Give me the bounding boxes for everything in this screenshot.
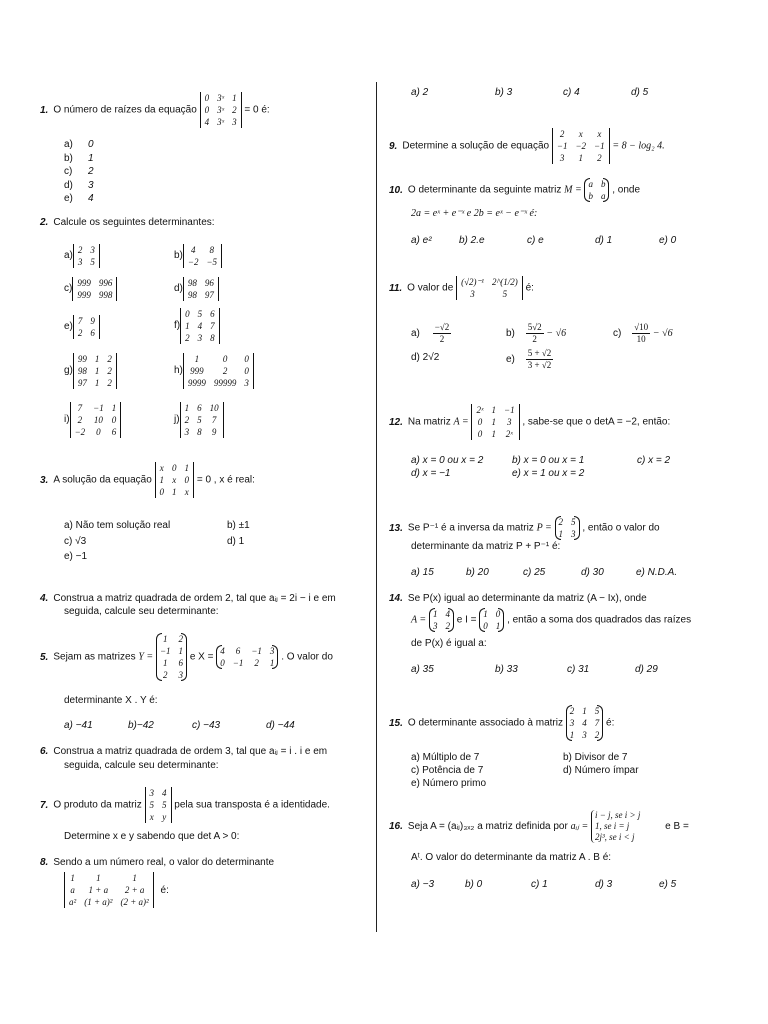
matrix-cell: 2ˣ bbox=[476, 405, 484, 415]
option: e) 5 bbox=[659, 879, 677, 890]
option: d) 3 bbox=[595, 879, 613, 890]
matrix-cell: 1 bbox=[163, 634, 168, 644]
matrix-cell: 2 bbox=[445, 621, 450, 631]
q3-option-c: c) √3 bbox=[64, 536, 87, 547]
q2-item bbox=[64, 315, 100, 339]
question-10: 10. O determinante da seguinte matriz M = a b b a , onde bbox=[389, 179, 641, 201]
q1-option: d) 3 bbox=[64, 179, 94, 191]
q7-line2: Determine x e y sabendo que det A > 0: bbox=[64, 831, 240, 842]
q15-option-e: e) Número primo bbox=[411, 778, 487, 789]
option: a) −41 bbox=[64, 720, 93, 731]
question-4: 4. Construa a matriz quadrada de ordem 2, tal que aᵢⱼ = 2i − i e em bbox=[40, 593, 336, 604]
q2-item-label: e) bbox=[64, 321, 73, 332]
option: c) 31 bbox=[567, 664, 590, 675]
matrix-cell: 1 bbox=[94, 378, 100, 388]
matrix-cell: 5 bbox=[162, 800, 167, 810]
matrix-cell: 1 bbox=[159, 475, 165, 485]
question-2: 2. Calcule os seguintes determinantes: bbox=[40, 217, 215, 228]
option: b) 33 bbox=[495, 664, 518, 675]
q15-option-d: d) Número ímpar bbox=[563, 765, 639, 776]
q11-option-e: e) $\frac{5 + √2}{3 + √2}$ bbox=[506, 348, 552, 370]
matrix-cell: 1 bbox=[132, 873, 137, 883]
matrix-cell: 4 bbox=[582, 718, 587, 728]
q2-item bbox=[174, 402, 224, 438]
question-13: 13. Se P⁻¹ é a inversa da matriz P = 2 5 1 3 , então o valor do bbox=[389, 517, 660, 539]
matrix-cell: 0 bbox=[185, 309, 190, 319]
question-5: 5. Sejam as matrizes Y = 1 2 −1 1 1 6 2 3 e X = 4 6 −1 3 0 −1 2 1 . O valor do bbox=[40, 634, 333, 680]
matrix-cell: 1 bbox=[70, 873, 75, 883]
matrix-cell: a² bbox=[69, 897, 77, 907]
q2-item-label: c) bbox=[64, 283, 73, 294]
q1-option: b) 1 bbox=[64, 152, 94, 164]
question-9: 9. Determine a solução de equação 2 x x −1 −2 −1 3 1 2 = 8 − log₂ 4. bbox=[389, 129, 665, 163]
question-8: 8. Sendo a um número real, o valor do determinante bbox=[40, 857, 275, 868]
matrix-cell: 3ˣ bbox=[217, 105, 225, 115]
matrix-cell: −1 bbox=[232, 658, 244, 668]
matrix-cell: 4 bbox=[197, 321, 203, 331]
q16-cases: i − j, se i > j 1, se i = j 2j³, se i < j bbox=[591, 810, 640, 843]
matrix-cell: 9999 bbox=[187, 378, 206, 388]
matrix-cell: 1 + a bbox=[88, 885, 109, 895]
matrix-cell: 1 bbox=[194, 354, 200, 364]
matrix-cell: 0 bbox=[172, 463, 177, 473]
matrix-cell: 2 bbox=[107, 366, 112, 376]
matrix-cell: 5 bbox=[571, 517, 576, 527]
q14-line3: de P(x) é igual a: bbox=[411, 638, 487, 649]
q13-matrix bbox=[555, 516, 580, 540]
q14-options bbox=[411, 664, 675, 676]
q2-item-label: h) bbox=[174, 365, 183, 376]
question-16: 16. Seja A = (aᵢⱼ)₃ₓ₂ a matriz definida por aᵢⱼ = i − j, se i > j 1, se i = j 2j³, se i < j e B = bbox=[389, 810, 689, 842]
matrix-cell: 6 bbox=[178, 658, 184, 668]
question-14: 14. Se P(x) igual ao determinante da matriz (A − Ix), onde bbox=[389, 593, 647, 604]
matrix-cell: 1 bbox=[578, 153, 583, 163]
matrix-cell: 998 bbox=[98, 290, 113, 300]
matrix-cell: −1 bbox=[251, 646, 262, 656]
matrix-cell: 2 bbox=[558, 517, 564, 527]
matrix-cell: 2 bbox=[107, 354, 112, 364]
q2-item-matrix bbox=[73, 244, 100, 268]
matrix-cell: 0 bbox=[220, 658, 225, 668]
matrix-cell: 0 bbox=[111, 415, 117, 425]
matrix-cell: 3 bbox=[559, 153, 565, 163]
matrix-cell: −2 bbox=[575, 141, 587, 151]
matrix-cell: 0 bbox=[244, 366, 249, 376]
q1-option: a) 0 bbox=[64, 139, 94, 150]
q3-option-b: b) ±1 bbox=[227, 520, 250, 531]
matrix-cell: 1 bbox=[94, 354, 100, 364]
matrix-cell: 3 bbox=[197, 333, 203, 343]
matrix-cell: 6 bbox=[210, 309, 215, 319]
q12-option-b: b) x = 0 ou x = 1 bbox=[512, 455, 585, 466]
matrix-cell: 1 bbox=[232, 93, 237, 103]
matrix-cell: −1 bbox=[594, 141, 605, 151]
matrix-cell: −1 bbox=[159, 646, 171, 656]
q4-line2: seguida, calcule seu determinante: bbox=[64, 606, 219, 617]
matrix-cell: 2 bbox=[107, 378, 112, 388]
q5-options bbox=[64, 720, 326, 732]
q7-matrix bbox=[145, 787, 172, 823]
matrix-cell: 2 bbox=[254, 658, 259, 668]
q2-item-matrix bbox=[183, 277, 219, 301]
matrix-cell: 5 bbox=[197, 415, 202, 425]
matrix-cell: 2 bbox=[559, 129, 565, 139]
q3-option-d: d) 1 bbox=[227, 536, 245, 547]
q2-item-label: j) bbox=[174, 414, 180, 425]
matrix-cell: 2 bbox=[222, 366, 228, 376]
q11-option-c: c) $\frac{√10}{10}$ − √6 bbox=[613, 322, 673, 344]
matrix-cell: 2 bbox=[594, 730, 600, 740]
matrix-cell: 3 bbox=[149, 788, 154, 798]
matrix-cell: 3ˣ bbox=[217, 117, 225, 127]
matrix-cell: −1 bbox=[556, 141, 568, 151]
q11-option-b: b) $\frac{5√2}{2}$ − √6 bbox=[506, 322, 567, 344]
option: c) 4 bbox=[563, 87, 580, 98]
matrix-cell: 3 bbox=[582, 730, 587, 740]
question-6: 6. Construa a matriz quadrada de ordem 3, tal que aᵢⱼ = i . i e em bbox=[40, 746, 328, 757]
matrix-cell: 2 bbox=[77, 245, 83, 255]
matrix-cell: 8 bbox=[209, 245, 215, 255]
q2-item bbox=[174, 308, 220, 344]
matrix-cell: 98 bbox=[187, 278, 197, 288]
matrix-cell: 6 bbox=[111, 427, 117, 437]
matrix-cell: 5 bbox=[197, 309, 203, 319]
matrix-cell: −2 bbox=[74, 427, 86, 437]
q16-options bbox=[411, 879, 699, 891]
matrix-cell: 1 bbox=[94, 366, 100, 376]
matrix-cell: 3 bbox=[569, 718, 575, 728]
matrix-cell: 4 bbox=[445, 609, 450, 619]
matrix-cell: 0 bbox=[477, 429, 483, 439]
matrix-cell: 3 bbox=[571, 529, 576, 539]
q12-option-a: a) x = 0 ou x = 2 bbox=[411, 455, 484, 466]
q12-option-c: c) x = 2 bbox=[637, 455, 671, 466]
matrix-cell: 7 bbox=[594, 718, 600, 728]
q2-item-label: i) bbox=[64, 414, 70, 425]
matrix-cell: 2 bbox=[184, 415, 190, 425]
q15-matrix bbox=[566, 705, 604, 741]
option: c) e bbox=[527, 235, 544, 246]
matrix-cell: 1 bbox=[558, 529, 564, 539]
q2-item bbox=[64, 402, 121, 438]
matrix-cell: 6 bbox=[235, 646, 241, 656]
matrix-cell: 3 bbox=[77, 257, 83, 267]
matrix-cell: 999 bbox=[77, 290, 91, 300]
matrix-cell: 0 bbox=[184, 475, 190, 485]
matrix-cell: 2ˣ bbox=[505, 429, 513, 439]
option: d) 30 bbox=[581, 567, 604, 578]
q9-matrix bbox=[552, 128, 610, 164]
matrix-cell: y bbox=[162, 812, 167, 822]
q2-item bbox=[64, 244, 100, 268]
matrix-cell: 1 bbox=[96, 873, 101, 883]
matrix-cell: 996 bbox=[98, 278, 113, 288]
matrix-cell: x bbox=[159, 463, 164, 473]
column-divider bbox=[376, 82, 377, 932]
matrix-cell: 0 bbox=[244, 354, 249, 364]
matrix-cell: 3 bbox=[232, 117, 237, 127]
q12-matrix bbox=[471, 404, 519, 440]
matrix-cell: a bbox=[600, 191, 606, 201]
matrix-cell: −1 bbox=[504, 405, 515, 415]
question-12: 12. Na matriz A = 2ˣ 1 −1 0 1 3 0 1 2ˣ , sabe-se que o detA = −2, então: bbox=[389, 405, 671, 439]
matrix-cell: (2 + a)² bbox=[120, 897, 149, 907]
option: a) 15 bbox=[411, 567, 434, 578]
q2-item bbox=[174, 353, 254, 389]
matrix-cell: 3 bbox=[90, 245, 95, 255]
q15-option-a: a) Múltiplo de 7 bbox=[411, 752, 480, 763]
matrix-cell: 8 bbox=[210, 333, 215, 343]
option: d) 5 bbox=[631, 87, 649, 98]
q2-item-label: a) bbox=[64, 250, 73, 261]
matrix-cell: (1 + a)² bbox=[84, 897, 113, 907]
matrix-cell: 2 + a bbox=[124, 885, 145, 895]
question-11: 11. O valor de (√2)⁻¹ 2^(1/2) 3 5 é: bbox=[389, 277, 534, 299]
matrix-cell: 1 bbox=[491, 429, 496, 439]
matrix-cell: 4 bbox=[204, 117, 210, 127]
option: d) 1 bbox=[595, 235, 613, 246]
q1-matrix bbox=[200, 92, 242, 128]
matrix-cell: 3 bbox=[244, 378, 249, 388]
matrix-cell: 1 bbox=[178, 646, 184, 656]
option: c) 25 bbox=[523, 567, 546, 578]
matrix-cell: 98 bbox=[77, 366, 87, 376]
matrix-cell: 1 bbox=[111, 403, 117, 413]
matrix-cell: 2 bbox=[185, 333, 190, 343]
matrix-cell: 99 bbox=[77, 354, 87, 364]
matrix-cell: 4 bbox=[220, 646, 225, 656]
q2-item-matrix bbox=[72, 277, 117, 301]
q2-item bbox=[64, 353, 117, 389]
q2-item bbox=[64, 277, 117, 301]
matrix-cell: 0 bbox=[204, 93, 210, 103]
q2-item-matrix bbox=[183, 244, 222, 268]
q12-option-e: e) x = 1 ou x = 2 bbox=[512, 468, 585, 479]
matrix-cell: a bbox=[588, 179, 593, 189]
matrix-cell: 99999 bbox=[213, 378, 237, 388]
matrix-cell: 7 bbox=[211, 415, 217, 425]
matrix-cell: 10 bbox=[209, 403, 219, 413]
q10-matrix bbox=[584, 178, 609, 202]
matrix-cell: 6 bbox=[90, 328, 95, 338]
q2-item-label: g) bbox=[64, 365, 73, 376]
q2-item-matrix bbox=[180, 402, 224, 438]
q2-item-matrix bbox=[180, 308, 220, 344]
q16-line2: Aᵗ. O valor do determinante da matriz A . B é: bbox=[411, 852, 612, 863]
q10-options bbox=[411, 235, 699, 247]
matrix-cell: 1 bbox=[185, 321, 190, 331]
matrix-cell: 3 bbox=[178, 670, 184, 680]
option: e) N.D.A. bbox=[636, 567, 678, 578]
q2-item-label: d) bbox=[174, 283, 183, 294]
matrix-cell: 0 bbox=[222, 354, 228, 364]
matrix-cell: 4 bbox=[190, 245, 196, 255]
matrix-cell: 8 bbox=[197, 427, 202, 437]
q3-option-a: a) Não tem solução real bbox=[64, 520, 171, 531]
matrix-cell: x bbox=[172, 475, 177, 485]
matrix-cell: 1 bbox=[569, 730, 575, 740]
q13-line2: determinante da matriz P + P⁻¹ é: bbox=[411, 541, 561, 552]
matrix-cell: 1 bbox=[184, 403, 190, 413]
q5-matrix-y bbox=[156, 633, 187, 681]
option: b)−42 bbox=[128, 720, 154, 731]
matrix-cell: b bbox=[600, 179, 606, 189]
matrix-cell: x bbox=[149, 812, 154, 822]
option: c) −43 bbox=[192, 720, 221, 731]
matrix-cell: x bbox=[597, 129, 602, 139]
matrix-cell: 1 bbox=[491, 417, 496, 427]
matrix-cell: 999 bbox=[77, 278, 91, 288]
matrix-cell: 2 bbox=[569, 706, 575, 716]
matrix-cell: x bbox=[578, 129, 583, 139]
matrix-cell: 3 bbox=[184, 427, 190, 437]
matrix-cell: b bbox=[588, 191, 593, 201]
option: b) 20 bbox=[466, 567, 489, 578]
matrix-cell: 5 bbox=[502, 289, 508, 299]
matrix-cell: 7 bbox=[210, 321, 215, 331]
option: d) 29 bbox=[635, 664, 658, 675]
matrix-cell: 1 bbox=[483, 609, 488, 619]
matrix-cell: 1 bbox=[269, 658, 275, 668]
q2-item-matrix bbox=[183, 353, 254, 389]
matrix-cell: 0 bbox=[477, 417, 483, 427]
matrix-cell: 10 bbox=[93, 415, 103, 425]
matrix-cell: 1 bbox=[432, 609, 438, 619]
q2-item bbox=[174, 277, 219, 301]
q15-option-b: b) Divisor de 7 bbox=[563, 752, 628, 763]
matrix-cell: 3 bbox=[507, 417, 512, 427]
matrix-cell: 7 bbox=[77, 316, 83, 326]
matrix-cell: 0 bbox=[204, 105, 210, 115]
matrix-cell: 0 bbox=[495, 609, 501, 619]
matrix-cell: 6 bbox=[197, 403, 202, 413]
matrix-cell: −5 bbox=[206, 257, 218, 267]
matrix-cell: 9 bbox=[211, 427, 217, 437]
q11-matrix bbox=[456, 276, 523, 300]
option: b) 2.e bbox=[459, 235, 485, 246]
option: a) 2 bbox=[411, 87, 429, 98]
matrix-cell: 1 bbox=[582, 706, 587, 716]
q2-item-label: b) bbox=[174, 250, 183, 261]
q2-item-matrix bbox=[73, 353, 117, 389]
q2-item-matrix bbox=[73, 315, 100, 339]
q11-option-d: d) 2√2 bbox=[411, 352, 440, 363]
matrix-cell: 2 bbox=[77, 415, 83, 425]
matrix-cell: 3 bbox=[470, 289, 475, 299]
matrix-cell: 7 bbox=[77, 403, 83, 413]
matrix-cell: 0 bbox=[159, 487, 165, 497]
matrix-cell: 3 bbox=[269, 646, 275, 656]
matrix-cell: 0 bbox=[96, 427, 101, 437]
matrix-cell: 1 bbox=[172, 487, 177, 497]
option: a) 35 bbox=[411, 664, 434, 675]
matrix-cell: 1 bbox=[184, 463, 190, 473]
q10-line2: 2a = eˣ + e⁻ˣ e 2b = eˣ − e⁻ˣ é: bbox=[411, 208, 538, 219]
matrix-cell: 2 bbox=[178, 634, 184, 644]
option: e) 0 bbox=[659, 235, 677, 246]
matrix-cell: 2 bbox=[232, 105, 237, 115]
option: d) −44 bbox=[266, 720, 295, 731]
matrix-cell: x bbox=[184, 487, 189, 497]
option: a) −3 bbox=[411, 879, 435, 890]
q12-option-d: d) x = −1 bbox=[411, 468, 451, 479]
matrix-cell: a bbox=[70, 885, 75, 895]
matrix-cell: −1 bbox=[93, 403, 104, 413]
q2-item-matrix bbox=[70, 402, 122, 438]
top-options bbox=[411, 87, 671, 99]
q8-determinant: 1 1 1 a 1 + a 2 + a a² (1 + a)² (2 + a)² é: bbox=[64, 872, 169, 908]
matrix-cell: 1 bbox=[163, 658, 168, 668]
q15-option-c: c) Potência de 7 bbox=[411, 765, 484, 776]
matrix-cell: 97 bbox=[204, 290, 214, 300]
q2-item-label: f) bbox=[174, 320, 181, 331]
matrix-cell: 9 bbox=[90, 316, 95, 326]
question-3: 3. A solução da equação x 0 1 1 x 0 0 1 x = 0 , x é real: bbox=[40, 463, 255, 497]
matrix-cell: 2 bbox=[163, 670, 168, 680]
q14-matrix-i bbox=[479, 608, 504, 632]
matrix-cell: 5 bbox=[90, 257, 95, 267]
q6-line2: seguida, calcule seu determinante: bbox=[64, 760, 219, 771]
q3-option-e: e) −1 bbox=[64, 551, 88, 562]
matrix-cell: 1 bbox=[495, 621, 501, 631]
matrix-cell: 1 bbox=[491, 405, 496, 415]
matrix-cell: 98 bbox=[187, 290, 197, 300]
q14-line2: A = 1 4 3 2 e I = 1 0 0 1 , então a soma dos quadrados das raízes bbox=[411, 609, 692, 631]
question-1: 1. O número de raízes da equação 0 3ˣ 1 0 3ˣ 2 4 3ˣ 3 = 0 é: bbox=[40, 93, 270, 127]
matrix-cell: 3ˣ bbox=[217, 93, 225, 103]
matrix-cell: −2 bbox=[187, 257, 199, 267]
matrix-cell: 5 bbox=[594, 706, 600, 716]
q2-item bbox=[174, 244, 222, 268]
q1-options bbox=[64, 138, 94, 206]
q5-line2: determinante X . Y é: bbox=[64, 695, 158, 706]
option: c) 1 bbox=[531, 879, 548, 890]
q1-option: e) 4 bbox=[64, 193, 94, 204]
option: a) e² bbox=[411, 235, 432, 246]
q11-option-a: a) $\frac{-√2}{2}$ bbox=[411, 322, 450, 344]
option: b) 3 bbox=[495, 87, 513, 98]
q13-options bbox=[411, 567, 696, 579]
q1-option: c) 2 bbox=[64, 166, 94, 177]
matrix-cell: 2^(1/2) bbox=[491, 277, 518, 287]
matrix-cell: (√2)⁻¹ bbox=[461, 277, 484, 287]
q5-matrix-x bbox=[216, 645, 278, 669]
q14-matrix-a bbox=[429, 608, 454, 632]
question-7: 7. O produto da matriz 3 4 5 5 x y pela sua transposta é a identidade. bbox=[40, 788, 330, 822]
matrix-cell: 5 bbox=[149, 800, 154, 810]
matrix-cell: 97 bbox=[77, 378, 87, 388]
q3-matrix bbox=[155, 462, 195, 498]
option: b) 0 bbox=[465, 879, 483, 890]
matrix-cell: 4 bbox=[162, 788, 167, 798]
matrix-cell: 2 bbox=[77, 328, 83, 338]
q8-matrix bbox=[64, 872, 154, 908]
matrix-cell: 0 bbox=[483, 621, 488, 631]
matrix-cell: 2 bbox=[597, 153, 602, 163]
matrix-cell: 96 bbox=[204, 278, 214, 288]
matrix-cell: 999 bbox=[190, 366, 204, 376]
question-15: 15. O determinante associado à matriz 2 1 5 3 4 7 1 3 2 é: bbox=[389, 706, 615, 740]
matrix-cell: 3 bbox=[432, 621, 438, 631]
